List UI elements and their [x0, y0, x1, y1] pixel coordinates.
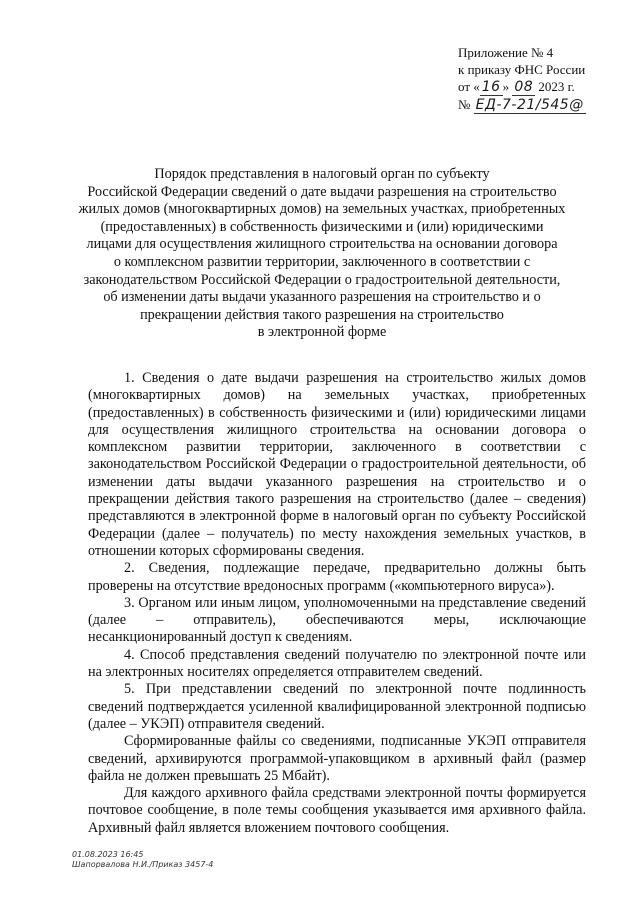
number-prefix: № — [458, 97, 471, 112]
title-line: законодательством Российской Федерации о градостроительной деятельности, — [83, 271, 561, 288]
body-paragraph: 4. Способ представления сведений получателю по электронной почте или на электронных носителях определяется отправителем сведений. — [88, 646, 586, 681]
title-line: Российской Федерации сведений о дате выдачи разрешения на строительство — [87, 183, 557, 200]
title-line: об изменении даты выдачи указанного разрешения на строительство и о — [103, 289, 541, 306]
body-paragraph: 2. Сведения, подлежащие передаче, предварительно должны быть проверены на отсутствие вредоносных программ («компьютерного вируса»). — [88, 560, 586, 594]
body-paragraph: 3. Органом или иным лицом, уполномоченными на представление сведений (далее – отправитель), обеспечиваются меры, исключающие несанкционированный доступ к сведениям. — [88, 594, 586, 646]
title-line: о комплексном развитии территории, заключенного в соответствии с — [113, 253, 531, 270]
title-line: прекращении действия такого разрешения на строительство — [140, 306, 504, 323]
document-body — [88, 370, 586, 837]
stamp-datetime: 01.08.2023 16:45 — [72, 850, 144, 859]
appendix-number — [458, 96, 586, 114]
print-stamp — [72, 850, 213, 870]
appendix-date — [458, 78, 586, 96]
order-number-handwritten: ЕД-7-21/545@ — [475, 97, 584, 113]
title-line: (предоставленных) в собственность физическими и (или) юридическими — [100, 218, 544, 235]
date-mid: » — [502, 79, 510, 94]
body-paragraph: 1. Сведения о дате выдачи разрешения на строительство жилых домов (многоквартирных домов) на земельных участках, приобретенных (предоставленных) в собственность физическими и (или) юридическими лицами для осуществления жилищного строительства на основании договора о комплексном развитии территории, заключенного в соответствии с законодательством Российской Федерации о градостроительной деятельности, об изменении даты выдачи указанного разрешения на строительство и о прекращении действия такого разрешения на строительство (далее – сведения) представляются в электронной форме в налоговый орган по субъекту Российской Федерации (далее – получатель) по месту нахождения земельных участков, в отношении которых сформированы сведения. — [88, 370, 586, 559]
date-suffix: 2023 г. — [535, 79, 575, 94]
title-line: жилых домов (многоквартирных домов) на земельных участках, приобретенных — [78, 201, 566, 218]
document-title — [60, 166, 584, 342]
appendix-header — [458, 44, 586, 114]
title-line: лицами для осуществления жилищного строительства на основании договора — [86, 236, 558, 253]
title-line: Порядок представления в налоговый орган по субъекту — [154, 166, 490, 182]
body-paragraph: Сформированные файлы со сведениями, подписанные УКЭП отправителя сведений, архивируются программой-упаковщиком в архивный файл (размер файла не должен превышать 25 Мбайт). — [88, 733, 586, 784]
date-day-handwritten: 16 — [481, 79, 501, 95]
date-prefix: от « — [458, 79, 480, 94]
body-paragraph: 5. При представлении сведений по электронной почте подлинность сведений подтверждается усиленной квалифицированной электронной подписью (далее – УКЭП) отправителя сведений. — [88, 681, 586, 732]
stamp-author: Шапорвалова Н.И./Приказ 3457-4 — [72, 860, 214, 869]
date-month-handwritten: 08 — [514, 79, 534, 95]
title-line: в электронной форме — [257, 324, 387, 341]
body-paragraph: Для каждого архивного файла средствами электронной почты формируется почтовое сообщение, в поле темы сообщения указывается имя архивного файла. Архивный файл является вложением почтового сообщения. — [88, 785, 586, 836]
appendix-title: Приложение № 4 — [458, 45, 554, 60]
appendix-order-ref: к приказу ФНС России — [458, 62, 586, 77]
